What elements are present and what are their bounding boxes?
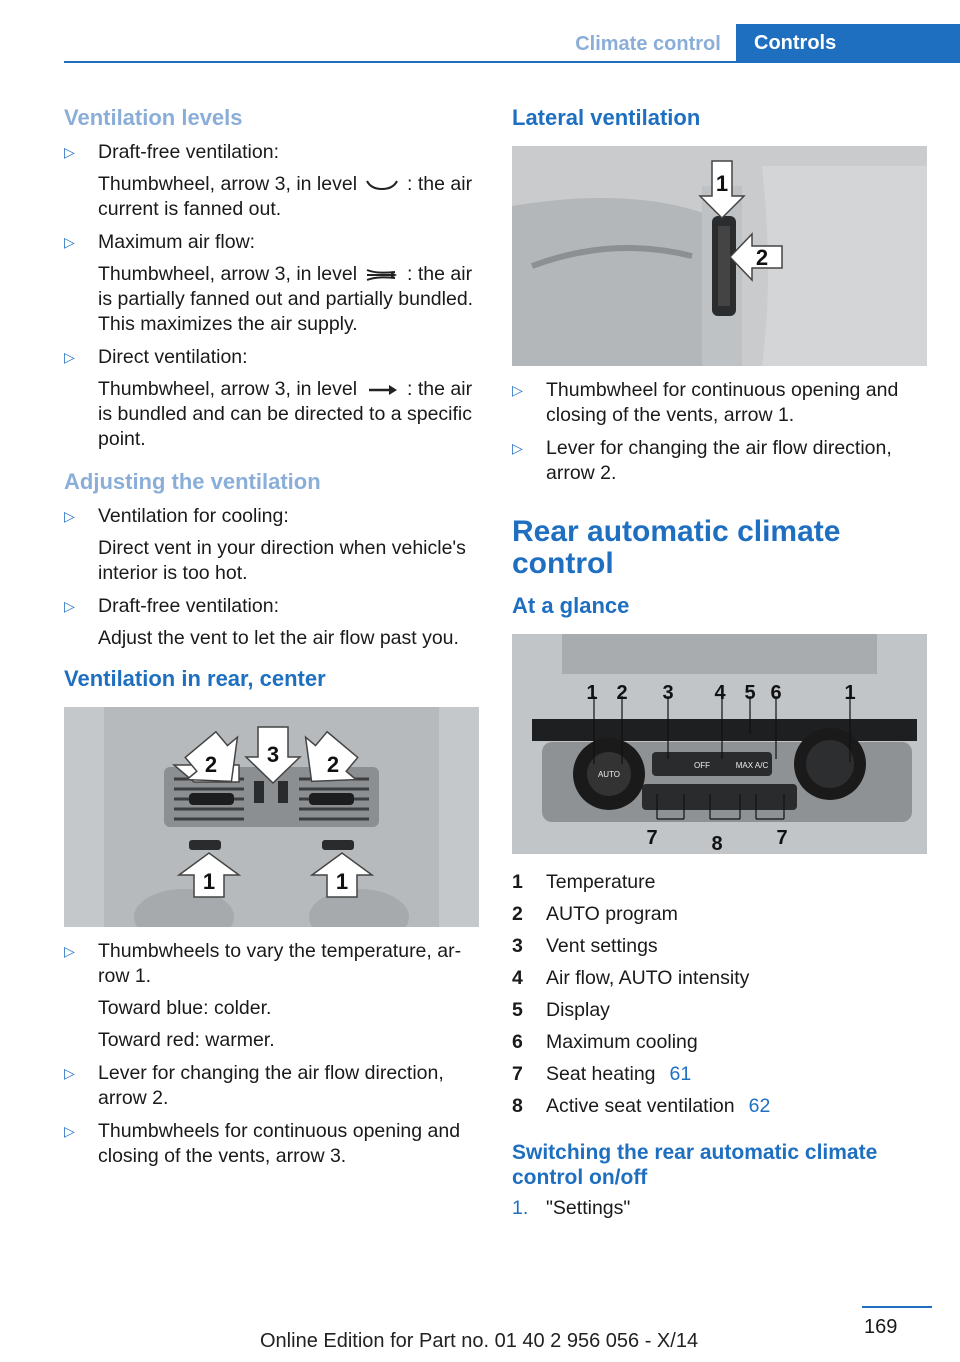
image-callout: 7	[646, 827, 658, 849]
list-item-title: Maximum air flow:	[98, 231, 256, 253]
list-item-text: Lever for changing the air flow direction, arrow 2.	[546, 437, 892, 484]
list-item-text: Lever for changing the air flow direction, arrow 2.	[98, 1062, 444, 1109]
image-callout: 8	[711, 833, 723, 854]
heading-adjusting-ventilation: Adjusting the ventilation	[64, 469, 321, 494]
legend-item: 5 Display	[512, 999, 610, 1021]
legend-list	[512, 866, 932, 1122]
list-item-text: Thumbwheels for continuous opening and closing of the vents, arrow 3.	[98, 1120, 461, 1167]
image-callout: 1	[715, 171, 729, 196]
lateral-vent-image	[512, 146, 927, 366]
bullet-triangle-icon: ▷	[64, 1123, 75, 1139]
bullet-triangle-icon: ▷	[64, 234, 75, 250]
legend-item: 3 Vent settings	[512, 935, 658, 957]
list-item-title: Draft-free ventilation:	[98, 595, 279, 617]
list-item-text: Direct vent in your direction when vehicle's interior is too hot.	[98, 537, 466, 584]
list-item	[64, 504, 484, 586]
legend-item: 1 Temperature	[512, 871, 656, 893]
list-item-title: Ventilation for cooling:	[98, 505, 289, 527]
step-number: 1.	[512, 1197, 529, 1219]
legend-item: 2 AUTO program	[512, 903, 678, 925]
header-chapter-tab[interactable]: Controls	[736, 24, 960, 62]
footer-rule	[862, 1306, 932, 1308]
image-callout: 7	[776, 827, 788, 849]
bullet-triangle-icon: ▷	[512, 382, 523, 398]
list-item-title: Draft-free ventilation:	[98, 141, 279, 163]
image-callout: 3	[662, 682, 674, 704]
bullet-triangle-icon: ▷	[64, 349, 75, 365]
image-callout: 2	[326, 752, 340, 777]
image-callout: 2	[616, 682, 628, 704]
bullet-triangle-icon: ▷	[64, 943, 75, 959]
image-callout: 5	[744, 682, 756, 704]
legend-item: 4 Air flow, AUTO intensity	[512, 967, 750, 989]
image-callout: 1	[202, 869, 216, 894]
direct-airflow-icon	[365, 383, 399, 397]
image-callout: 1	[335, 869, 349, 894]
list-item-subtext: Toward blue: colder.	[98, 997, 272, 1019]
bullet-triangle-icon: ▷	[512, 440, 523, 456]
list-item	[64, 1061, 484, 1111]
list-item	[64, 594, 484, 651]
list-item	[512, 436, 932, 486]
list-item-title: Direct ventilation:	[98, 346, 248, 368]
list-item	[64, 140, 484, 222]
list-item	[512, 378, 932, 428]
legend-item: 7 Seat heating 61	[512, 1058, 932, 1090]
image-callout: 2	[755, 245, 769, 270]
footer-edition: Online Edition for Part no. 01 40 2 956 056 - X/14	[260, 1330, 699, 1352]
bullet-triangle-icon: ▷	[64, 598, 75, 614]
page-number: 169	[864, 1316, 898, 1338]
rear-climate-panel-image	[512, 634, 927, 854]
image-callout: 1	[586, 682, 598, 704]
max-airflow-icon	[365, 268, 399, 282]
bullet-triangle-icon: ▷	[64, 144, 75, 160]
panel-button-label: MAX A/C	[735, 761, 769, 770]
list-item-text: Thumbwheel, arrow 3, in level : the air is partially fanned out and partially bundled. This maximizes the air supply.	[98, 263, 474, 335]
list-item	[64, 230, 484, 337]
heading-rear-center: Ventilation in rear, center	[64, 666, 326, 691]
heading-lateral: Lateral ventilation	[512, 105, 701, 130]
image-callout: 3	[266, 742, 280, 767]
list-item	[64, 1119, 484, 1169]
step-item	[512, 1196, 932, 1221]
legend-item: 6 Maximum cooling	[512, 1031, 698, 1053]
list-item	[64, 345, 484, 452]
header-rule	[64, 61, 960, 63]
heading-switching: Switching the rear automatic climate control on/off	[512, 1141, 878, 1189]
bullet-triangle-icon: ▷	[64, 508, 75, 524]
list-item-text: Thumbwheel, arrow 3, in level : the air is bundled and can be directed to a specific point.	[98, 378, 473, 450]
list-item-text: Adjust the vent to let the air flow past you.	[98, 627, 459, 649]
left-column	[64, 104, 484, 1176]
header-section-title: Climate control	[575, 33, 721, 55]
image-callout: 1	[844, 682, 856, 704]
rear-center-vents-image	[64, 707, 479, 927]
step-text: "Settings"	[546, 1197, 631, 1219]
page-reference-link[interactable]: 62	[748, 1095, 771, 1117]
image-callout: 6	[770, 682, 782, 704]
diffuse-airflow-icon	[365, 178, 399, 192]
legend-item: 8 Active seat ventilation 62	[512, 1090, 932, 1122]
page-reference-link[interactable]: 61	[669, 1063, 692, 1085]
heading-rear-automatic-climate: Rear automatic climate control	[512, 515, 841, 580]
list-item-text: Thumbwheel for continuous opening and closing of the vents, arrow 1.	[546, 379, 899, 426]
bullet-triangle-icon: ▷	[64, 1065, 75, 1081]
image-callout: 2	[204, 752, 218, 777]
heading-at-a-glance: At a glance	[512, 593, 630, 618]
panel-button-label: OFF	[694, 761, 710, 770]
heading-ventilation-levels: Ventilation levels	[64, 105, 243, 130]
list-item-text: Thumbwheels to vary the temperature, arrow 1.	[98, 940, 462, 987]
panel-button-label: AUTO	[597, 770, 621, 779]
list-item-subtext: Toward red: warmer.	[98, 1029, 275, 1051]
image-callout: 4	[714, 682, 726, 704]
list-item-text: Thumbwheel, arrow 3, in level : the air current is fanned out.	[98, 173, 473, 220]
list-item	[64, 939, 484, 1053]
right-column	[512, 104, 932, 1228]
